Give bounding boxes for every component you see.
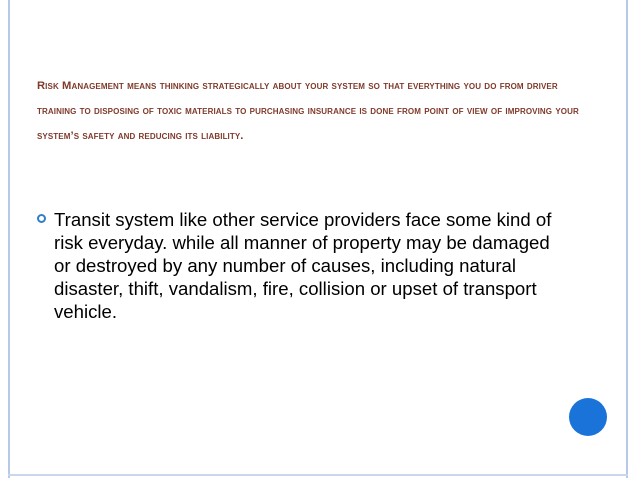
- hollow-circle-bullet-icon: [37, 214, 46, 223]
- slide-frame-bottom: [8, 474, 628, 476]
- slide-title: [37, 74, 597, 149]
- slide-frame-right: [626, 0, 628, 478]
- slide-body: [37, 208, 567, 323]
- bullet-item: [37, 208, 567, 323]
- bullet-text: Transit system like other service providers face some kind of risk everyday. while all manner of property may be damaged or destroyed by any number of causes, including natural disaster, thift, vandalism, fire, collision or upset of transport vehicle.: [54, 209, 552, 322]
- slide-title-text: Risk Management means thinking strategically about your system so that everything you do from driver training to disposing of toxic materials to purchasing insurance is done from point of view of improving your system’s safety and reducing its liability.: [37, 80, 579, 142]
- slide-frame-left: [8, 0, 10, 478]
- decorative-circle: [569, 398, 607, 436]
